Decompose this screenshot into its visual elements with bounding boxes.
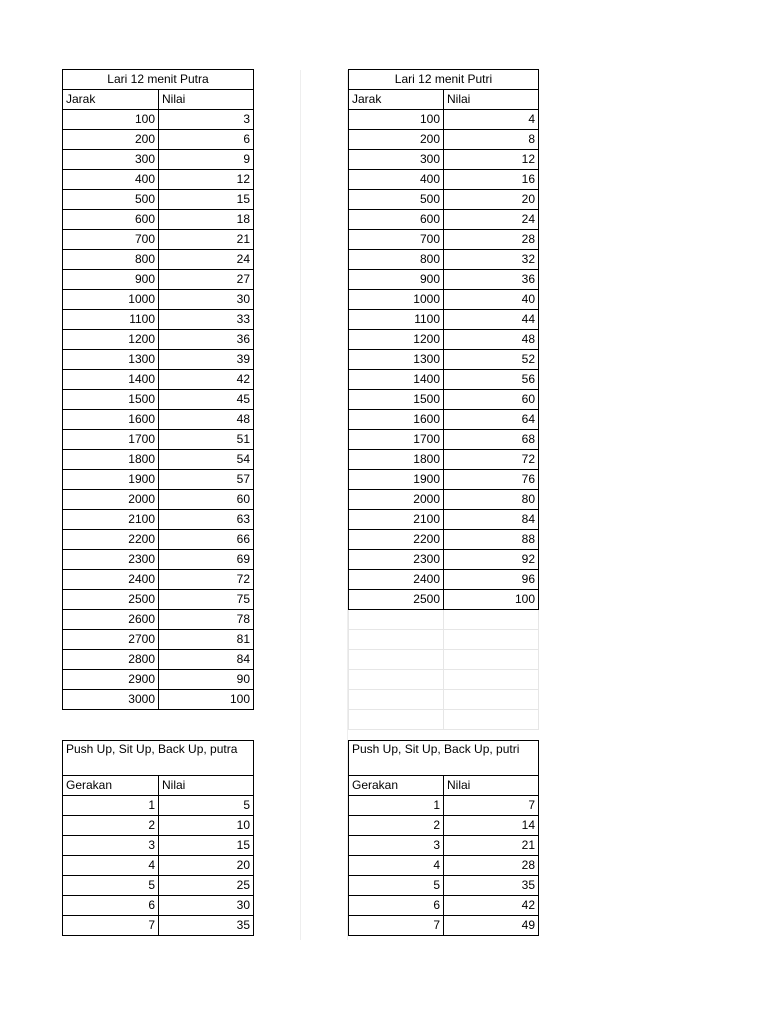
cell-value-right[interactable]: 21 xyxy=(444,836,539,856)
cell-value-right[interactable]: 76 xyxy=(444,470,539,490)
table-row xyxy=(349,110,539,130)
cell-value-right[interactable]: 52 xyxy=(444,350,539,370)
table-row xyxy=(349,876,539,896)
cell-value-right[interactable]: 72 xyxy=(159,570,254,590)
cell-value-left[interactable]: 1400 xyxy=(63,370,159,390)
cell-value-right[interactable]: 84 xyxy=(159,650,254,670)
cell-value-left[interactable]: 1200 xyxy=(63,330,159,350)
cell-value-left[interactable]: 1100 xyxy=(349,310,444,330)
table-row xyxy=(63,110,254,130)
empty-cell[interactable] xyxy=(444,710,539,730)
column-header: Jarak xyxy=(63,90,159,110)
cell-value-left[interactable]: 2100 xyxy=(63,510,159,530)
table-row xyxy=(349,550,539,570)
cell-value-left[interactable]: 800 xyxy=(349,250,444,270)
cell-value-left[interactable]: 2700 xyxy=(63,630,159,650)
cell-value-left[interactable]: 200 xyxy=(349,130,444,150)
table-row xyxy=(349,350,539,370)
cell-value-right[interactable]: 100 xyxy=(159,690,254,710)
table-title: Push Up, Sit Up, Back Up, putri xyxy=(349,741,539,776)
cell-value-right[interactable]: 48 xyxy=(159,410,254,430)
table-title: Push Up, Sit Up, Back Up, putra xyxy=(63,741,254,776)
cell-value-left[interactable]: 700 xyxy=(349,230,444,250)
cell-value-left[interactable]: 1 xyxy=(349,796,444,816)
table-row xyxy=(349,856,539,876)
cell-value-left[interactable]: 3 xyxy=(63,836,159,856)
cell-value-right[interactable]: 10 xyxy=(159,816,254,836)
cell-value-left[interactable]: 1000 xyxy=(349,290,444,310)
cell-value-right[interactable]: 18 xyxy=(159,210,254,230)
cell-value-right[interactable]: 100 xyxy=(444,590,539,610)
cell-value-left[interactable]: 2200 xyxy=(349,530,444,550)
cell-value-left[interactable]: 1700 xyxy=(349,430,444,450)
cell-value-right[interactable]: 54 xyxy=(159,450,254,470)
table-row xyxy=(63,510,254,530)
cell-value-right[interactable]: 15 xyxy=(159,836,254,856)
table-row xyxy=(63,856,254,876)
cell-value-right[interactable]: 28 xyxy=(444,856,539,876)
cell-value-left[interactable]: 2900 xyxy=(63,670,159,690)
cell-value-right[interactable]: 60 xyxy=(444,390,539,410)
cell-value-right[interactable]: 45 xyxy=(159,390,254,410)
cell-value-left[interactable]: 7 xyxy=(349,916,444,936)
cell-value-right[interactable]: 20 xyxy=(444,190,539,210)
cell-value-left[interactable]: 1500 xyxy=(349,390,444,410)
table-row xyxy=(63,210,254,230)
table-row xyxy=(63,370,254,390)
empty-cell[interactable] xyxy=(349,690,444,710)
cell-value-left[interactable]: 2500 xyxy=(63,590,159,610)
empty-row xyxy=(349,650,539,670)
cell-value-left[interactable]: 1300 xyxy=(349,350,444,370)
table-row xyxy=(349,330,539,350)
table-row xyxy=(63,916,254,936)
cell-value-left[interactable]: 1500 xyxy=(63,390,159,410)
table-row xyxy=(349,370,539,390)
cell-value-right[interactable]: 24 xyxy=(444,210,539,230)
cell-value-right[interactable]: 51 xyxy=(159,430,254,450)
cell-value-left[interactable]: 2300 xyxy=(349,550,444,570)
table-row xyxy=(349,896,539,916)
table-title: Lari 12 menit Putra xyxy=(63,70,254,90)
cell-value-left[interactable]: 1100 xyxy=(63,310,159,330)
column-header: Gerakan xyxy=(349,776,444,796)
table-row xyxy=(63,250,254,270)
cell-value-left[interactable]: 5 xyxy=(63,876,159,896)
cell-value-left[interactable]: 7 xyxy=(63,916,159,936)
table-header-row xyxy=(63,90,254,110)
cell-value-left[interactable]: 200 xyxy=(63,130,159,150)
cell-value-right[interactable]: 15 xyxy=(159,190,254,210)
empty-cell[interactable] xyxy=(444,650,539,670)
cell-value-left[interactable]: 3 xyxy=(349,836,444,856)
cell-value-left[interactable]: 1400 xyxy=(349,370,444,390)
cell-value-right[interactable]: 44 xyxy=(444,310,539,330)
table-row xyxy=(349,170,539,190)
cell-value-left[interactable]: 2600 xyxy=(63,610,159,630)
table-header-row xyxy=(349,90,539,110)
table-row xyxy=(349,916,539,936)
cell-value-right[interactable]: 24 xyxy=(159,250,254,270)
empty-cell[interactable] xyxy=(444,690,539,710)
table-row xyxy=(63,650,254,670)
table-row xyxy=(349,570,539,590)
cell-value-right[interactable]: 30 xyxy=(159,896,254,916)
table-row xyxy=(63,230,254,250)
table-row xyxy=(349,210,539,230)
cell-value-right[interactable]: 35 xyxy=(159,916,254,936)
table-row xyxy=(63,670,254,690)
cell-value-right[interactable]: 68 xyxy=(444,430,539,450)
cell-value-left[interactable]: 500 xyxy=(349,190,444,210)
table-row xyxy=(349,530,539,550)
cell-value-left[interactable]: 600 xyxy=(349,210,444,230)
table-row xyxy=(63,610,254,630)
cell-value-right[interactable]: 80 xyxy=(444,490,539,510)
cell-value-left[interactable]: 1700 xyxy=(63,430,159,450)
cell-value-right[interactable]: 48 xyxy=(444,330,539,350)
empty-row xyxy=(349,670,539,690)
cell-value-left[interactable]: 400 xyxy=(349,170,444,190)
empty-cell[interactable] xyxy=(349,650,444,670)
cell-value-left[interactable]: 4 xyxy=(349,856,444,876)
cell-value-left[interactable]: 2400 xyxy=(349,570,444,590)
table-row xyxy=(63,876,254,896)
cell-value-left[interactable]: 300 xyxy=(349,150,444,170)
table-header-row xyxy=(63,776,254,796)
run-putri-table xyxy=(348,69,539,730)
cell-value-right[interactable]: 7 xyxy=(444,796,539,816)
table-title-row xyxy=(63,741,254,776)
table-row xyxy=(349,270,539,290)
table-row xyxy=(63,450,254,470)
cell-value-right[interactable]: 49 xyxy=(444,916,539,936)
run-putra-table xyxy=(62,69,254,710)
table-row xyxy=(63,290,254,310)
table-row xyxy=(63,190,254,210)
table-row xyxy=(63,310,254,330)
cell-value-left[interactable]: 2000 xyxy=(63,490,159,510)
table-row xyxy=(63,390,254,410)
table-row xyxy=(349,150,539,170)
cell-value-left[interactable]: 1600 xyxy=(349,410,444,430)
table-row xyxy=(63,350,254,370)
cell-value-left[interactable]: 900 xyxy=(63,270,159,290)
table-row xyxy=(63,530,254,550)
exercise-putra-table xyxy=(62,740,254,936)
cell-value-left[interactable]: 2 xyxy=(349,816,444,836)
cell-value-left[interactable]: 2300 xyxy=(63,550,159,570)
table-row xyxy=(349,490,539,510)
cell-value-left[interactable]: 500 xyxy=(63,190,159,210)
table-row xyxy=(63,430,254,450)
table-row xyxy=(63,470,254,490)
cell-value-left[interactable]: 900 xyxy=(349,270,444,290)
column-header: Nilai xyxy=(159,776,254,796)
exercise-putri-table xyxy=(348,740,539,936)
table-row xyxy=(349,130,539,150)
table-title: Lari 12 menit Putri xyxy=(349,70,539,90)
cell-value-left[interactable]: 800 xyxy=(63,250,159,270)
cell-value-right[interactable]: 81 xyxy=(159,630,254,650)
cell-value-right[interactable]: 3 xyxy=(159,110,254,130)
empty-cell[interactable] xyxy=(349,670,444,690)
table-row xyxy=(63,836,254,856)
cell-value-right[interactable]: 14 xyxy=(444,816,539,836)
table-row xyxy=(349,796,539,816)
column-header: Gerakan xyxy=(63,776,159,796)
table-row xyxy=(349,510,539,530)
table-row xyxy=(349,816,539,836)
cell-value-left[interactable]: 6 xyxy=(63,896,159,916)
cell-value-right[interactable]: 42 xyxy=(159,370,254,390)
cell-value-right[interactable]: 28 xyxy=(444,230,539,250)
cell-value-left[interactable]: 2800 xyxy=(63,650,159,670)
cell-value-right[interactable]: 40 xyxy=(444,290,539,310)
table-row xyxy=(349,430,539,450)
cell-value-right[interactable]: 36 xyxy=(159,330,254,350)
cell-value-right[interactable]: 90 xyxy=(159,670,254,690)
cell-value-left[interactable]: 2100 xyxy=(349,510,444,530)
table-row xyxy=(349,470,539,490)
cell-value-right[interactable]: 30 xyxy=(159,290,254,310)
cell-value-left[interactable]: 2000 xyxy=(349,490,444,510)
cell-value-left[interactable]: 4 xyxy=(63,856,159,876)
cell-value-right[interactable]: 12 xyxy=(159,170,254,190)
cell-value-right[interactable]: 4 xyxy=(444,110,539,130)
cell-value-right[interactable]: 92 xyxy=(444,550,539,570)
table-row xyxy=(349,310,539,330)
table-header-row xyxy=(349,776,539,796)
cell-value-right[interactable]: 96 xyxy=(444,570,539,590)
cell-value-left[interactable]: 1900 xyxy=(349,470,444,490)
cell-value-left[interactable]: 2400 xyxy=(63,570,159,590)
cell-value-right[interactable]: 6 xyxy=(159,130,254,150)
cell-value-left[interactable]: 3000 xyxy=(63,690,159,710)
cell-value-right[interactable]: 63 xyxy=(159,510,254,530)
cell-value-left[interactable]: 1 xyxy=(63,796,159,816)
cell-value-right[interactable]: 8 xyxy=(444,130,539,150)
cell-value-right[interactable]: 88 xyxy=(444,530,539,550)
cell-value-right[interactable]: 9 xyxy=(159,150,254,170)
cell-value-left[interactable]: 1800 xyxy=(349,450,444,470)
column-header: Nilai xyxy=(444,776,539,796)
cell-value-right[interactable]: 5 xyxy=(159,796,254,816)
cell-value-left[interactable]: 100 xyxy=(349,110,444,130)
table-row xyxy=(349,450,539,470)
cell-value-right[interactable]: 27 xyxy=(159,270,254,290)
cell-value-left[interactable]: 5 xyxy=(349,876,444,896)
cell-value-left[interactable]: 1600 xyxy=(63,410,159,430)
table-row xyxy=(349,250,539,270)
cell-value-right[interactable]: 78 xyxy=(159,610,254,630)
cell-value-left[interactable]: 700 xyxy=(63,230,159,250)
table-row xyxy=(349,390,539,410)
empty-row xyxy=(349,690,539,710)
cell-value-left[interactable]: 600 xyxy=(63,210,159,230)
table-row xyxy=(63,816,254,836)
table-row xyxy=(349,590,539,610)
table-row xyxy=(63,410,254,430)
table-row xyxy=(349,230,539,250)
cell-value-left[interactable]: 1900 xyxy=(63,470,159,490)
cell-value-right[interactable]: 42 xyxy=(444,896,539,916)
cell-value-right[interactable]: 20 xyxy=(159,856,254,876)
cell-value-right[interactable]: 84 xyxy=(444,510,539,530)
cell-value-left[interactable]: 1800 xyxy=(63,450,159,470)
empty-row xyxy=(349,710,539,730)
empty-cell[interactable] xyxy=(444,670,539,690)
column-header: Nilai xyxy=(159,90,254,110)
table-title-row xyxy=(349,741,539,776)
table-row xyxy=(63,690,254,710)
column-header: Jarak xyxy=(349,90,444,110)
table-row xyxy=(349,290,539,310)
table-row xyxy=(63,490,254,510)
empty-cell[interactable] xyxy=(349,710,444,730)
gridline xyxy=(300,70,301,940)
cell-value-right[interactable]: 39 xyxy=(159,350,254,370)
cell-value-left[interactable]: 400 xyxy=(63,170,159,190)
cell-value-left[interactable]: 2 xyxy=(63,816,159,836)
cell-value-right[interactable]: 25 xyxy=(159,876,254,896)
table-row xyxy=(349,836,539,856)
cell-value-left[interactable]: 2500 xyxy=(349,590,444,610)
cell-value-right[interactable]: 16 xyxy=(444,170,539,190)
table-row xyxy=(63,590,254,610)
table-title-row xyxy=(349,70,539,90)
cell-value-left[interactable]: 300 xyxy=(63,150,159,170)
empty-cell[interactable] xyxy=(444,610,539,630)
table-row xyxy=(63,170,254,190)
cell-value-right[interactable]: 60 xyxy=(159,490,254,510)
empty-row xyxy=(349,610,539,630)
cell-value-right[interactable]: 21 xyxy=(159,230,254,250)
cell-value-right[interactable]: 12 xyxy=(444,150,539,170)
cell-value-left[interactable]: 2200 xyxy=(63,530,159,550)
table-row xyxy=(63,330,254,350)
table-row xyxy=(63,896,254,916)
cell-value-right[interactable]: 35 xyxy=(444,876,539,896)
table-row xyxy=(63,796,254,816)
cell-value-right[interactable]: 69 xyxy=(159,550,254,570)
cell-value-left[interactable]: 100 xyxy=(63,110,159,130)
cell-value-right[interactable]: 36 xyxy=(444,270,539,290)
cell-value-left[interactable]: 1300 xyxy=(63,350,159,370)
cell-value-right[interactable]: 57 xyxy=(159,470,254,490)
empty-cell[interactable] xyxy=(349,610,444,630)
cell-value-right[interactable]: 64 xyxy=(444,410,539,430)
table-row xyxy=(63,270,254,290)
table-row xyxy=(63,630,254,650)
empty-cell[interactable] xyxy=(349,630,444,650)
cell-value-left[interactable]: 1000 xyxy=(63,290,159,310)
table-row xyxy=(349,410,539,430)
table-row xyxy=(63,150,254,170)
empty-row xyxy=(349,630,539,650)
column-header: Nilai xyxy=(444,90,539,110)
cell-value-left[interactable]: 6 xyxy=(349,896,444,916)
cell-value-right[interactable]: 33 xyxy=(159,310,254,330)
cell-value-right[interactable]: 32 xyxy=(444,250,539,270)
table-row xyxy=(349,190,539,210)
table-row xyxy=(63,130,254,150)
table-row xyxy=(63,550,254,570)
empty-cell[interactable] xyxy=(444,630,539,650)
cell-value-left[interactable]: 1200 xyxy=(349,330,444,350)
cell-value-right[interactable]: 66 xyxy=(159,530,254,550)
cell-value-right[interactable]: 56 xyxy=(444,370,539,390)
table-row xyxy=(63,570,254,590)
table-title-row xyxy=(63,70,254,90)
cell-value-right[interactable]: 72 xyxy=(444,450,539,470)
cell-value-right[interactable]: 75 xyxy=(159,590,254,610)
